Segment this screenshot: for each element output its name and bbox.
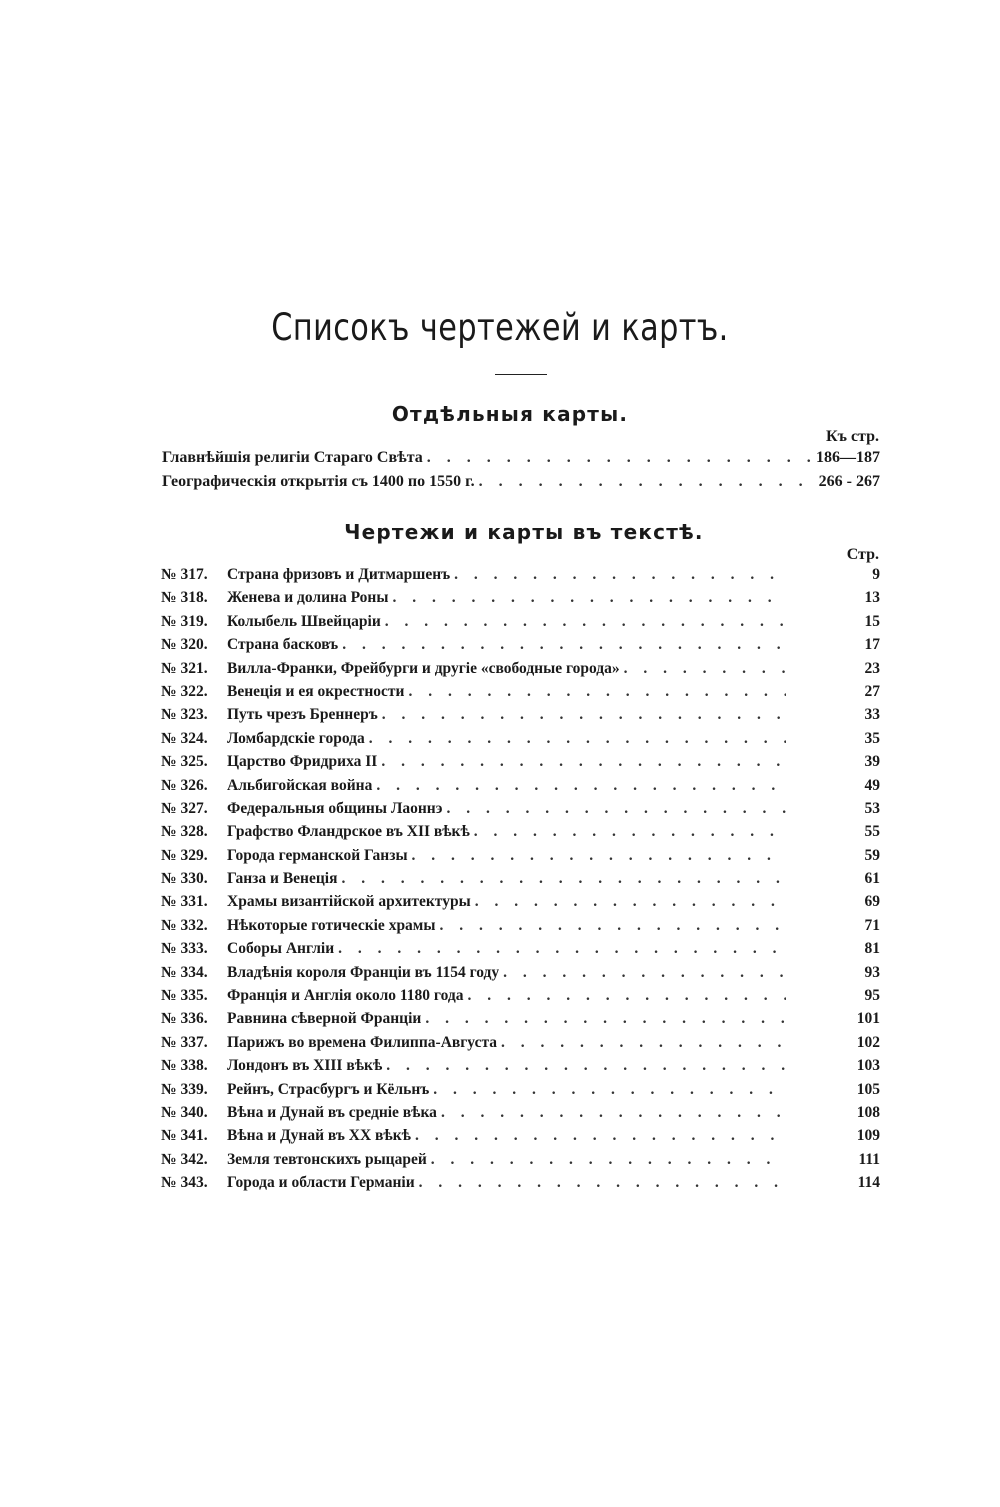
figure-page: 33 [864,706,880,724]
figure-number: № 325. [161,753,208,771]
table-row [161,753,880,776]
table-row [161,566,880,589]
leader-dots [415,1127,786,1145]
figure-page: 81 [864,940,880,958]
figure-title: Колыбель Швейцаріи [227,612,381,630]
leader-dots [503,964,786,982]
table-row [161,589,880,612]
figure-title: Равнина сѣверной Франціи [227,1010,422,1028]
leader-dots [433,1081,786,1099]
table-row [161,987,880,1010]
leader-dots [338,940,786,958]
figure-title: Альбигойская война [227,776,373,794]
table-row [161,1104,880,1127]
figure-page: 15 [864,612,880,630]
figure-page: 101 [856,1010,880,1028]
table-row [161,940,880,963]
figure-number: № 328. [161,823,208,841]
figure-title: Ганза и Венеція [227,870,338,888]
table-row [161,1081,880,1104]
text-figures-heading: Чертежи и карты въ текстѣ. [344,520,704,544]
table-row [161,800,880,823]
figure-page: 39 [864,753,880,771]
figure-number: № 340. [161,1103,208,1121]
figure-number: № 322. [161,682,208,700]
leader-dots [381,753,786,771]
figure-number: № 319. [161,612,208,630]
figure-page: 61 [864,870,880,888]
leader-dots [624,660,786,678]
figure-number: № 326. [161,776,208,794]
figure-title: Нѣкоторые готическіе храмы [227,916,436,934]
separate-maps-page-column-label: Къ стр. [826,428,879,445]
figure-page: 95 [864,987,880,1005]
figure-page: 55 [864,823,880,841]
leader-dots [369,730,786,748]
separate-maps-heading: Отдѣльныя карты. [391,402,629,426]
table-row [161,613,880,636]
figure-title: Федеральныя общины Лаоннэ [227,799,443,817]
leader-dots [425,1010,786,1028]
figure-number: № 330. [161,870,208,888]
leader-dots [446,800,786,818]
figure-title: Земля тевтонскихъ рыцарей [227,1150,427,1168]
table-row [161,870,880,893]
table-row [161,1010,880,1033]
list-item [162,473,880,497]
figure-page: 93 [864,963,880,981]
figure-page: 102 [856,1033,880,1051]
leader-dots [419,1174,786,1192]
text-figures-page-column-label: Стр. [846,546,879,563]
table-row [161,823,880,846]
figure-title: Графство Фландрское въ XII вѣкѣ [227,823,470,841]
separate-maps-list [162,449,880,497]
figure-title: Царство Фридриха II [227,753,378,771]
figure-number: № 329. [161,846,208,864]
leader-dots [386,1057,786,1075]
figure-page: 103 [856,1057,880,1075]
table-row [161,683,880,706]
map-title: Географическія открытія съ 1400 по 1550 г. [162,473,475,490]
figure-title: Владѣнія короля Франціи въ 1154 году [227,963,500,981]
figure-number: № 331. [161,893,208,911]
leader-dots [454,566,786,584]
map-page: 266 - 267 [818,473,880,490]
figure-number: № 324. [161,729,208,747]
figure-page: 59 [864,846,880,864]
table-row [161,636,880,659]
figure-title: Страна басковъ [227,636,339,654]
table-row [161,893,880,916]
table-row [161,847,880,870]
figure-title: Венеція и ея окрестности [227,682,405,700]
leader-dots [467,987,786,1005]
table-row [161,660,880,683]
leader-dots [441,1104,786,1122]
leader-dots [392,589,786,607]
figure-page: 69 [864,893,880,911]
figure-page: 23 [864,659,880,677]
leader-dots [501,1034,786,1052]
leader-dots [412,847,786,865]
figure-title: Путь чрезъ Бреннеръ [227,706,378,724]
table-row [161,1174,880,1197]
figure-title: Соборы Англіи [227,940,335,958]
figure-number: № 339. [161,1080,208,1098]
leader-dots [474,823,786,841]
list-item [162,449,880,473]
figure-page: 105 [856,1080,880,1098]
figure-page: 27 [864,682,880,700]
text-figures-list [161,566,880,1198]
leader-dots [376,777,786,795]
figure-number: № 336. [161,1010,208,1028]
figure-page: 35 [864,729,880,747]
figure-number: № 327. [161,799,208,817]
title-divider [495,374,547,375]
figure-number: № 338. [161,1057,208,1075]
table-row [161,1057,880,1080]
figure-title: Франція и Англія около 1180 года [227,987,464,1005]
leader-dots [475,893,786,911]
figure-number: № 334. [161,963,208,981]
figure-number: № 323. [161,706,208,724]
figure-page: 109 [856,1127,880,1145]
figure-title: Страна фризовъ и Дитмаршенъ [227,566,451,583]
leader-dots [342,870,787,888]
leader-dots [439,917,786,935]
figure-number: № 335. [161,987,208,1005]
figure-number: № 321. [161,659,208,677]
map-page: 186—187 [816,449,880,466]
figure-number: № 320. [161,636,208,654]
figure-page: 13 [864,589,880,607]
page-title: Списокъ чертежей и картъ. [271,306,729,349]
figure-title: Парижъ во времена Филиппа-Августа [227,1033,498,1051]
figure-number: № 341. [161,1127,208,1145]
figure-title: Ломбардскіе города [227,729,365,747]
leader-dots [382,706,786,724]
table-row [161,1034,880,1057]
figure-page: 53 [864,799,880,817]
figure-page: 114 [857,1174,880,1192]
figure-title: Города германской Ганзы [227,846,408,864]
figure-number: № 318. [161,589,208,607]
leader-dots [479,473,815,491]
leader-dots [408,683,786,701]
figure-title: Рейнъ, Страсбургъ и Кёльнъ [227,1080,430,1098]
map-title: Главнѣйшія религіи Стараго Свѣта [162,449,423,466]
table-row [161,1151,880,1174]
leader-dots [342,636,786,654]
figure-page: 17 [864,636,880,654]
leader-dots [431,1151,786,1169]
table-row [161,730,880,753]
figure-title: Лондонъ въ XIII вѣкѣ [227,1057,383,1075]
figure-title: Вѣна и Дунай въ XX вѣкѣ [227,1127,411,1145]
figure-number: № 317. [161,566,208,583]
table-row [161,1127,880,1150]
figure-page: 49 [864,776,880,794]
figure-title: Женева и долина Роны [227,589,389,607]
figure-number: № 333. [161,940,208,958]
leader-dots [385,613,786,631]
figure-number: № 332. [161,916,208,934]
figure-page: 108 [856,1103,880,1121]
figure-number: № 343. [161,1174,208,1192]
figure-number: № 342. [161,1150,208,1168]
figure-title: Вѣна и Дунай въ средніе вѣка [227,1103,437,1121]
figure-title: Города и области Германіи [227,1174,415,1192]
figure-title: Храмы византійской архитектуры [227,893,471,911]
figure-page: 9 [872,566,880,583]
table-row [161,964,880,987]
leader-dots [427,449,812,467]
figure-number: № 337. [161,1033,208,1051]
table-row [161,917,880,940]
table-row [161,777,880,800]
figure-page: 71 [864,916,880,934]
figure-title: Вилла-Франки, Фрейбурги и другіе «свободные города» [227,659,620,677]
figure-page: 111 [858,1150,880,1168]
table-row [161,706,880,729]
